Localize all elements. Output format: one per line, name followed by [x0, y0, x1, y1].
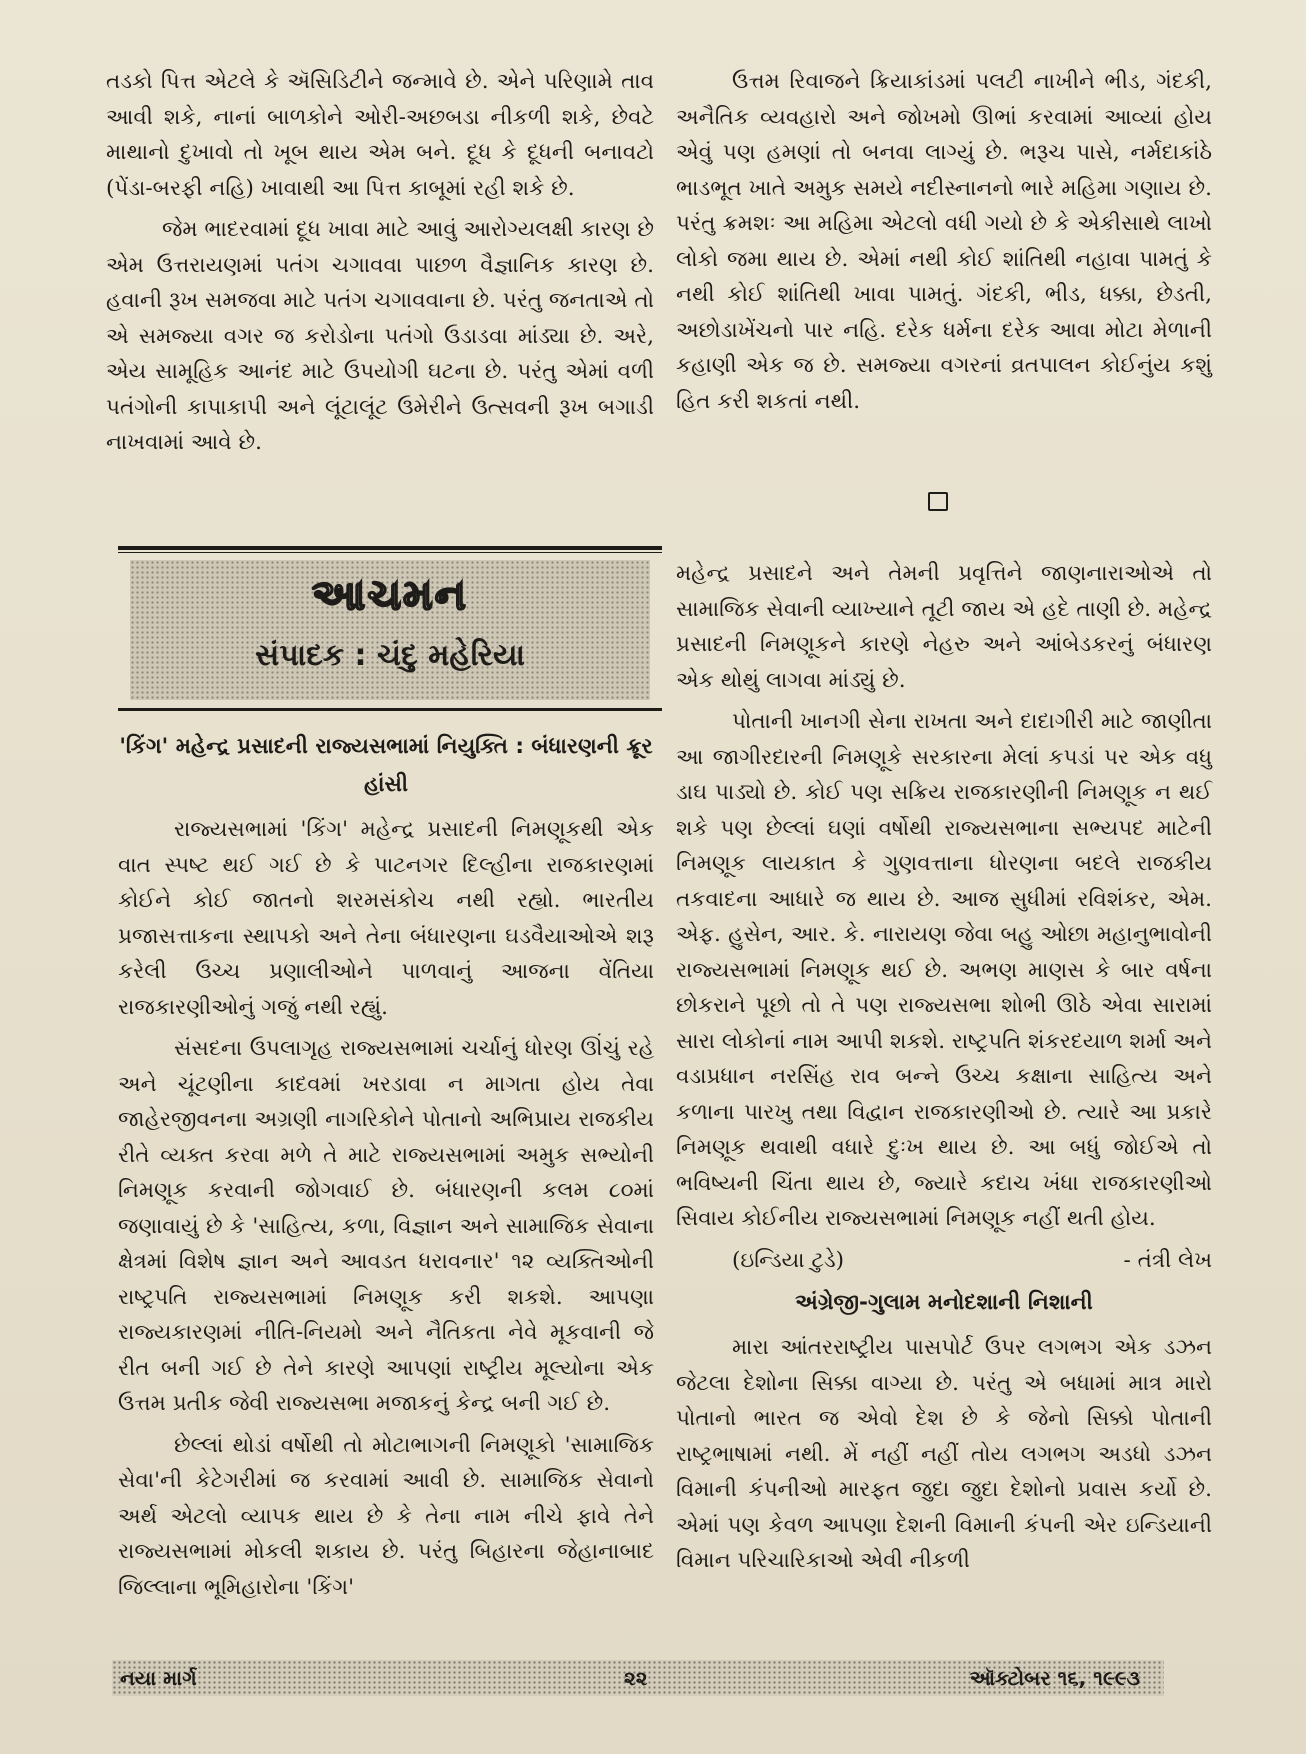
article-headline: અંગ્રેજી-ગુલામ મનોદશાની નિશાની — [795, 1290, 1093, 1315]
article-author: - તંત્રી લેખ — [1123, 1247, 1212, 1273]
paragraph: મહેન્દ્ર પ્રસાદને અને તેમની પ્રવૃત્તિને જાણનારાઓએ તો સામાજિક સેવાની વ્યાખ્યાને તૂટી જાય એ હદે તાણી છે. મહેન્દ્ર પ્રસાદની નિમણૂકને કારણે નેહરુ અને આંબેડકરનું બંધારણ એક થોથું લાગવા માંડ્યું છે. — [676, 561, 1212, 693]
page-footer — [112, 1660, 1164, 1696]
end-of-article-mark — [928, 492, 948, 511]
paragraph: જેમ ભાદરવામાં દૂધ ખાવા માટે આવું આરોગ્યલક્ષી કારણ છે એમ ઉત્તરાયણમાં પતંગ ચગાવવા પાછળ વૈજ્ઞાનિક કારણ છે. હવાની રૂખ સમજવા માટે પતંગ ચગાવવાના છે. પરંતુ જનતાએ તો એ સમજ્યા વગર જ કરોડોના પતંગો ઉડાડવા માંડ્યા છે. અરે, એય સામૂહિક આનંદ માટે ઉપયોગી ઘટના છે. પરંતુ એમાં વળી પતંગોની કાપાકાપી અને લૂંટાલૂંટ ઉમેરીને ઉત્સવની રૂખ બગાડી નાખવામાં આવે છે. — [106, 217, 654, 455]
section-divider-thin — [118, 552, 662, 553]
bottom-left-column — [118, 728, 654, 1611]
top-left-column — [106, 64, 654, 467]
section-header-box — [130, 560, 650, 700]
section-divider-bottom — [118, 708, 662, 711]
paragraph: છેલ્લાં થોડાં વર્ષોથી તો મોટાભાગની નિમણૂકો 'સામાજિક સેવા'ની કેટેગરીમાં જ કરવામાં આવી છે. સામાજિક સેવાનો અર્થ એટલો વ્યાપક થાય છે કે તેના નામ નીચે ફાવે તેને રાજ્યસભામાં મોકલી શકાય છે. પરંતુ બિહારના જેહાનાબાદ જિલ્લાના ભૂમિહારોના 'કિંગ' — [118, 1432, 654, 1600]
paragraph: ઉત્તમ રિવાજને ક્રિયાકાંડમાં પલટી નાખીને ભીડ, ગંદકી, અનૈતિક વ્યવહારો અને જોખમો ઊભાં કરવામાં આવ્યાં હોય એવું પણ હમણાં તો બનવા લાગ્યું છે. ભરૂચ પાસે, નર્મદાકાંઠે ભાડભૂત ખાતે અમુક સમયે નદીસ્નાનનો ભારે મહિમા ગણાય છે. પરંતુ ક્રમશઃ આ મહિમા એટલો વધી ગયો છે કે એકીસાથે લાખો લોકો જમા થાય છે. એમાં નથી કોઈ શાંતિથી નહાવા પામતું કે નથી કોઈ શાંતિથી ખાવા પામતું. ગંદકી, ભીડ, ધક્કા, છેડતી, અછોડાખેંચનો પાર નહિ. દરેક ધર્મના દરેક આવા મોટા મેળાની કહાણી એક જ છે. સમજ્યા વગરનાં વ્રતપાલન કોઈનુંય કશું હિત કરી શકતાં નથી. — [676, 69, 1212, 414]
top-right-column — [676, 64, 1212, 425]
magazine-name: નયા માર્ગ — [120, 1666, 197, 1690]
section-editor: સંપાદક : ચંદુ મહેરિયા — [255, 638, 525, 673]
paragraph: રાજ્યસભામાં 'કિંગ' મહેન્દ્ર પ્રસાદની નિમણૂકથી એક વાત સ્પષ્ટ થઈ ગઈ છે કે પાટનગર દિલ્હીના રાજકારણમાં કોઈને કોઈ જાતનો શરમસંકોચ નથી રહ્યો. ભારતીય પ્રજાસત્તાકના સ્થાપકો અને તેના બંધારણના ઘડવૈયાઓએ શરૂ કરેલી ઉચ્ચ પ્રણાલીઓને પાળવાનું આજના વેંતિયા રાજકારણીઓનું ગજું નથી રહ્યું. — [118, 817, 654, 1020]
paragraph: પોતાની ખાનગી સેના રાખતા અને દાદાગીરી માટે જાણીતા આ જાગીરદારની નિમણૂકે સરકારના મેલાં કપડાં પર એક વધુ ડાઘ પાડ્યો છે. કોઈ પણ સક્રિય રાજકારણીની નિમણૂક ન થઈ શકે પણ છેલ્લાં ઘણાં વર્ષોથી રાજ્યસભાના સભ્યપદ માટેની નિમણૂક લાયકાત કે ગુણવત્તાના ધોરણના બદલે રાજકીય તકવાદના આધારે જ થાય છે. આજ સુધીમાં રવિશંકર, એમ. એફ. હુસેન, આર. કે. નારાયણ જેવા બહુ ઓછા મહાનુભાવોની રાજ્યસભામાં નિમણૂક થઈ છે. અભણ માણસ કે બાર વર્ષના છોકરાને પૂછો તો તે પણ રાજ્યસભા શોભી ઊઠે એવા સારામાં સારા લોકોનાં નામ આપી શકશે. રાષ્ટ્રપતિ શંકરદયાળ શર્મા અને વડાપ્રધાન નરસિંહ રાવ બન્ને ઉચ્ચ કક્ષાના સાહિત્ય અને કળાના પારખુ તથા વિદ્વાન રાજકારણીઓ છે. ત્યારે આ પ્રકારે નિમણૂક થવાથી વધારે દુઃખ થાય છે. આ બધું જોઈએ તો ભવિષ્યની ચિંતા થાય છે, જ્યારે કદાચ ખંધા રાજકારણીઓ સિવાય કોઈનીય રાજ્યસભામાં નિમણૂક નહીં થતી હોય. — [676, 709, 1212, 1231]
page-number: ૨૨ — [624, 1666, 648, 1690]
paragraph: સંસદના ઉપલાગૃહ રાજ્યસભામાં ચર્ચાનું ધોરણ ઊંચું રહે અને ચૂંટણીના કાદવમાં ખરડાવા ન માગતા હોય તેવા જાહેરજીવનના અગ્રણી નાગરિકોને પોતાનો અભિપ્રાય રાજકીય રીતે વ્યક્ત કરવા મળે તે માટે રાજ્યસભામાં અમુક સભ્યોની નિમણૂક કરવાની જોગવાઈ છે. બંધારણની કલમ ૮૦માં જણાવાયું છે કે 'સાહિત્ય, કળા, વિજ્ઞાન અને સામાજિક સેવાના ક્ષેત્રમાં વિશેષ જ્ઞાન અને આવડત ધરાવનાર' ૧૨ વ્યક્તિઓની રાષ્ટ્રપતિ રાજ્યસભામાં નિમણૂક કરી શકશે. આપણા રાજ્યકારણમાં નીતિ-નિયમો અને નૈતિકતા નેવે મૂકવાની જે રીત બની ગઈ છે તેને કારણે આપણાં રાષ્ટ્રીય મૂલ્યોના એક ઉત્તમ પ્રતીક જેવી રાજ્યસભા મજાકનું કેન્દ્ર બની ગઈ છે. — [118, 1036, 654, 1416]
article-source: (ઇન્ડિયા ટુડે) — [732, 1247, 845, 1273]
section-title: આચમન — [312, 570, 468, 619]
paragraph: તડકો પિત્ત એટલે કે ઍસિડિટીને જન્માવે છે. એને પરિણામે તાવ આવી શકે, નાનાં બાળકોને ઓરી-અછબડા નીકળી શકે, છેવટે માથાનો દુખાવો તો ખૂબ થાય એમ બને. દૂધ કે દૂધની બનાવટો (પેંડા-બરફી નહિ) ખાવાથી આ પિત્ત કાબૂમાં રહી શકે છે. — [106, 69, 654, 201]
issue-date: ઑક્ટોબર ૧૬, ૧૯૯૩ — [969, 1666, 1140, 1690]
article-headline: 'કિંગ' મહેન્દ્ર પ્રસાદની રાજ્યસભામાં નિયુક્તિ : બંધારણની ક્રૂર હાંસી — [119, 734, 653, 797]
article-signoff — [676, 1243, 1212, 1279]
section-divider — [118, 546, 662, 550]
paragraph: મારા આંતરરાષ્ટ્રીય પાસપોર્ટ ઉપર લગભગ એક ડઝન જેટલા દેશોના સિક્કા વાગ્યા છે. પરંતુ એ બધામાં માત્ર મારો પોતાનો ભારત જ એવો દેશ છે કે જેનો સિક્કો પોતાની રાષ્ટ્રભાષામાં નથી. મેં નહીં નહીં તોય લગભગ અડધો ડઝન વિમાની કંપનીઓ મારફત જુદા જુદા દેશોનો પ્રવાસ કર્યો છે. એમાં પણ કેવળ આપણા દેશની વિમાની કંપની એર ઇન્ડિયાની વિમાન પરિચારિકાઓ એવી નીકળી — [676, 1335, 1212, 1573]
bottom-right-column — [676, 556, 1212, 1585]
